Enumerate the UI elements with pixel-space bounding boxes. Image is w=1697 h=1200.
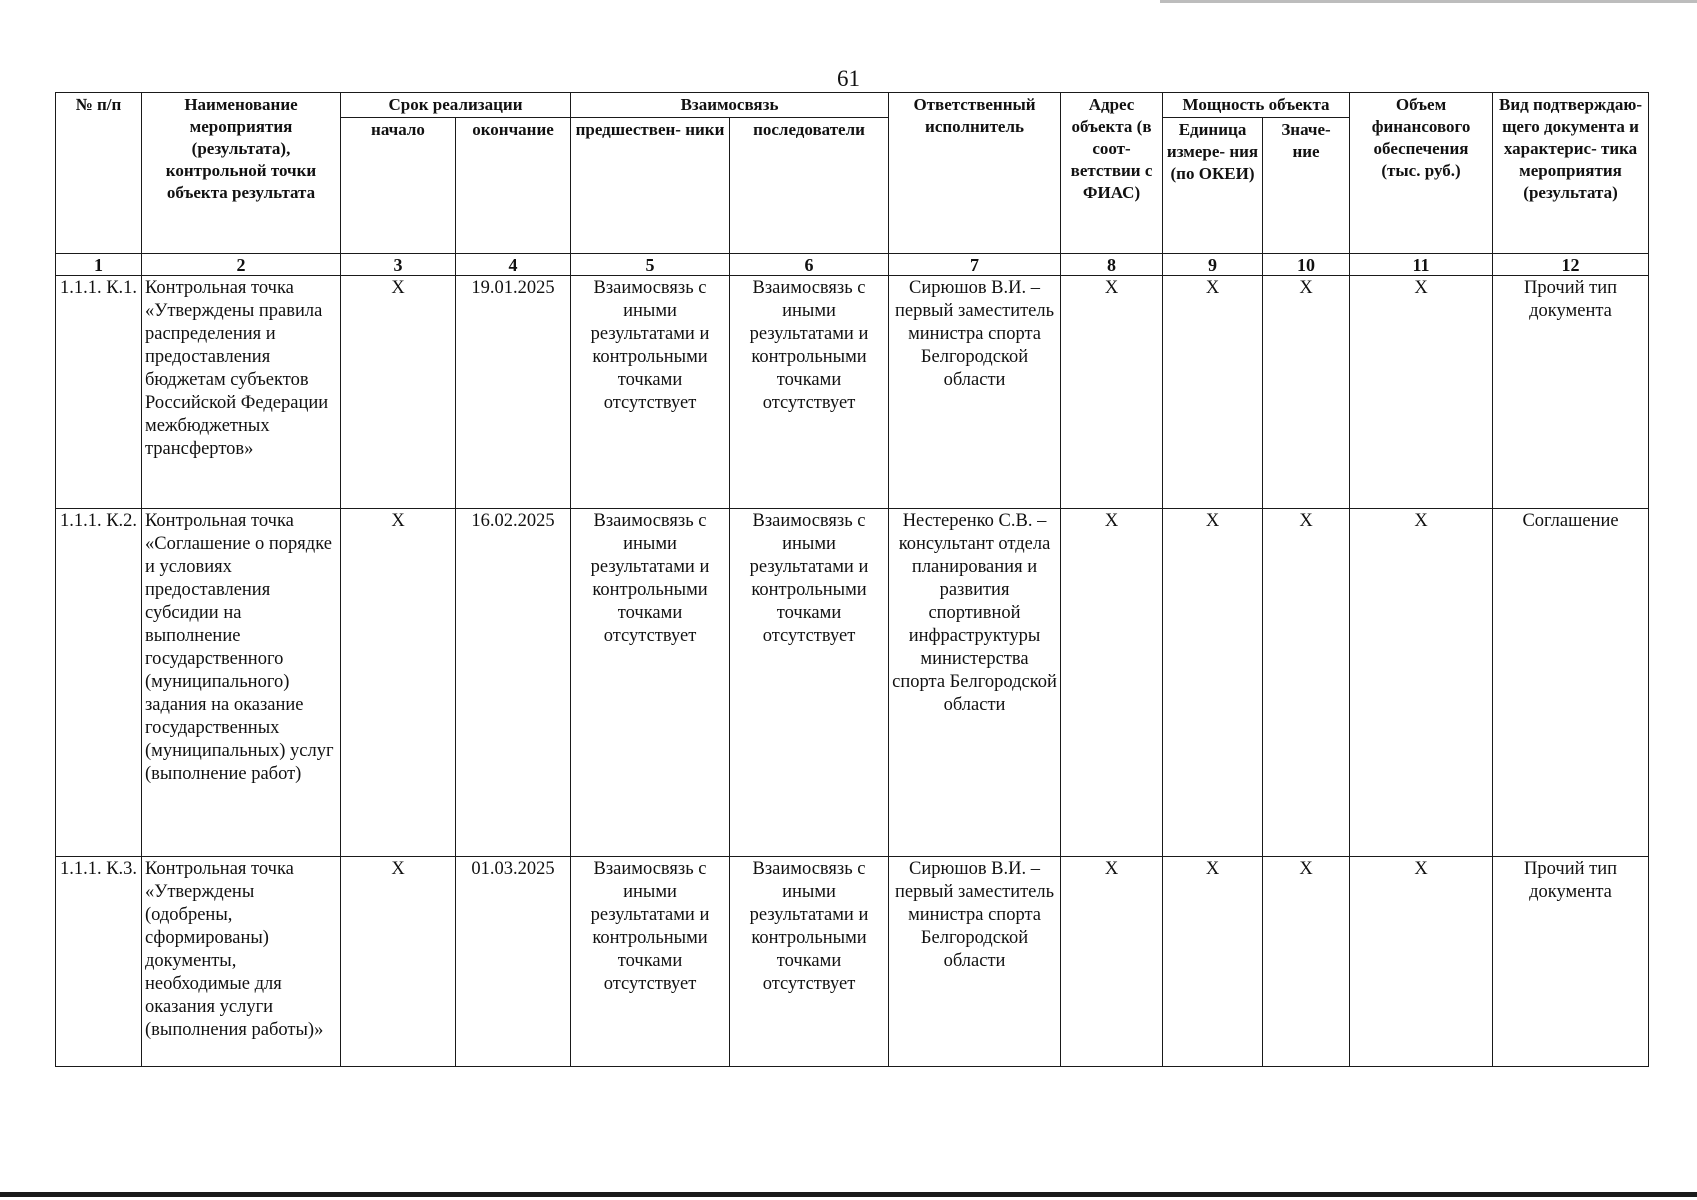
- row-end: 16.02.2025: [456, 509, 571, 857]
- row-unit: X: [1163, 857, 1263, 1067]
- table-row: [56, 857, 1649, 1067]
- row-start: X: [341, 276, 456, 509]
- row-finance: X: [1350, 509, 1493, 857]
- column-number: 10: [1263, 254, 1350, 276]
- row-num: 1.1.1. К.3.: [56, 857, 142, 1067]
- header-capacity: Мощность объекта: [1163, 93, 1350, 118]
- header-link: Взаимосвязь: [571, 93, 889, 118]
- row-value: X: [1263, 276, 1350, 509]
- row-succ: Взаимосвязь с иными результатами и контрольными точками отсутствует: [730, 857, 889, 1067]
- header-term-start: начало: [341, 118, 456, 254]
- top-edge-rule: [1160, 0, 1697, 3]
- column-number: 1: [56, 254, 142, 276]
- row-address: X: [1061, 509, 1163, 857]
- row-value: X: [1263, 857, 1350, 1067]
- row-pred: Взаимосвязь с иными результатами и контрольными точками отсутствует: [571, 276, 730, 509]
- header-value: Значе- ние: [1263, 118, 1350, 254]
- header-name: Наименование мероприятия (результата), контрольной точки объекта результата: [142, 93, 341, 254]
- column-number: 8: [1061, 254, 1163, 276]
- row-start: X: [341, 857, 456, 1067]
- row-doc-type: Прочий тип документа: [1493, 857, 1649, 1067]
- row-value: X: [1263, 509, 1350, 857]
- header-link-succ: последователи: [730, 118, 889, 254]
- column-number: 9: [1163, 254, 1263, 276]
- row-start: X: [341, 509, 456, 857]
- column-number: 7: [889, 254, 1061, 276]
- row-unit: X: [1163, 276, 1263, 509]
- table-row: [56, 509, 1649, 857]
- header-link-pred: предшествен- ники: [571, 118, 730, 254]
- row-doc-type: Соглашение: [1493, 509, 1649, 857]
- measures-table: [55, 92, 1649, 1067]
- row-end: 19.01.2025: [456, 276, 571, 509]
- row-finance: X: [1350, 276, 1493, 509]
- header-address: Адрес объекта (в соот- ветствии с ФИАС): [1061, 93, 1163, 254]
- column-number: 6: [730, 254, 889, 276]
- row-name: Контрольная точка «Соглашение о порядке и условиях предоставления субсидии на выполнение государственного (муниципального) задания на оказание государственных (муниципальных) услуг (выполнение работ): [142, 509, 341, 857]
- header-responsible: Ответственный исполнитель: [889, 93, 1061, 254]
- row-finance: X: [1350, 857, 1493, 1067]
- row-responsible: Сирюшов В.И. – первый заместитель министра спорта Белгородской области: [889, 276, 1061, 509]
- table-row: [56, 276, 1649, 509]
- header-num: № п/п: [56, 93, 142, 254]
- header-finance: Объем финансового обеспечения (тыс. руб.): [1350, 93, 1493, 254]
- row-responsible: Сирюшов В.И. – первый заместитель министра спорта Белгородской области: [889, 857, 1061, 1067]
- row-pred: Взаимосвязь с иными результатами и контрольными точками отсутствует: [571, 857, 730, 1067]
- row-end: 01.03.2025: [456, 857, 571, 1067]
- column-numbers-row: [56, 254, 1649, 276]
- bottom-edge-rule: [0, 1192, 1697, 1197]
- row-unit: X: [1163, 509, 1263, 857]
- column-number: 12: [1493, 254, 1649, 276]
- page-number: 61: [837, 66, 860, 91]
- row-pred: Взаимосвязь с иными результатами и контрольными точками отсутствует: [571, 509, 730, 857]
- header-term: Срок реализации: [341, 93, 571, 118]
- header-term-end: окончание: [456, 118, 571, 254]
- column-number: 2: [142, 254, 341, 276]
- row-succ: Взаимосвязь с иными результатами и контрольными точками отсутствует: [730, 509, 889, 857]
- column-number: 5: [571, 254, 730, 276]
- header-unit: Единица измере- ния (по ОКЕИ): [1163, 118, 1263, 254]
- row-name: Контрольная точка «Утверждены (одобрены, сформированы) документы, необходимые для оказания услуги (выполнения работы)»: [142, 857, 341, 1067]
- row-succ: Взаимосвязь с иными результатами и контрольными точками отсутствует: [730, 276, 889, 509]
- row-doc-type: Прочий тип документа: [1493, 276, 1649, 509]
- row-address: X: [1061, 857, 1163, 1067]
- row-num: 1.1.1. К.1.: [56, 276, 142, 509]
- column-number: 4: [456, 254, 571, 276]
- row-name: Контрольная точка «Утверждены правила распределения и предоставления бюджетам субъектов Российской Федерации межбюджетных трансфертов»: [142, 276, 341, 509]
- row-address: X: [1061, 276, 1163, 509]
- row-responsible: Нестеренко С.В. – консультант отдела планирования и развития спортивной инфраструктуры министерства спорта Белгородской области: [889, 509, 1061, 857]
- row-num: 1.1.1. К.2.: [56, 509, 142, 857]
- column-number: 3: [341, 254, 456, 276]
- header-doc-type: Вид подтверждаю- щего документа и характерис- тика мероприятия (результата): [1493, 93, 1649, 254]
- column-number: 11: [1350, 254, 1493, 276]
